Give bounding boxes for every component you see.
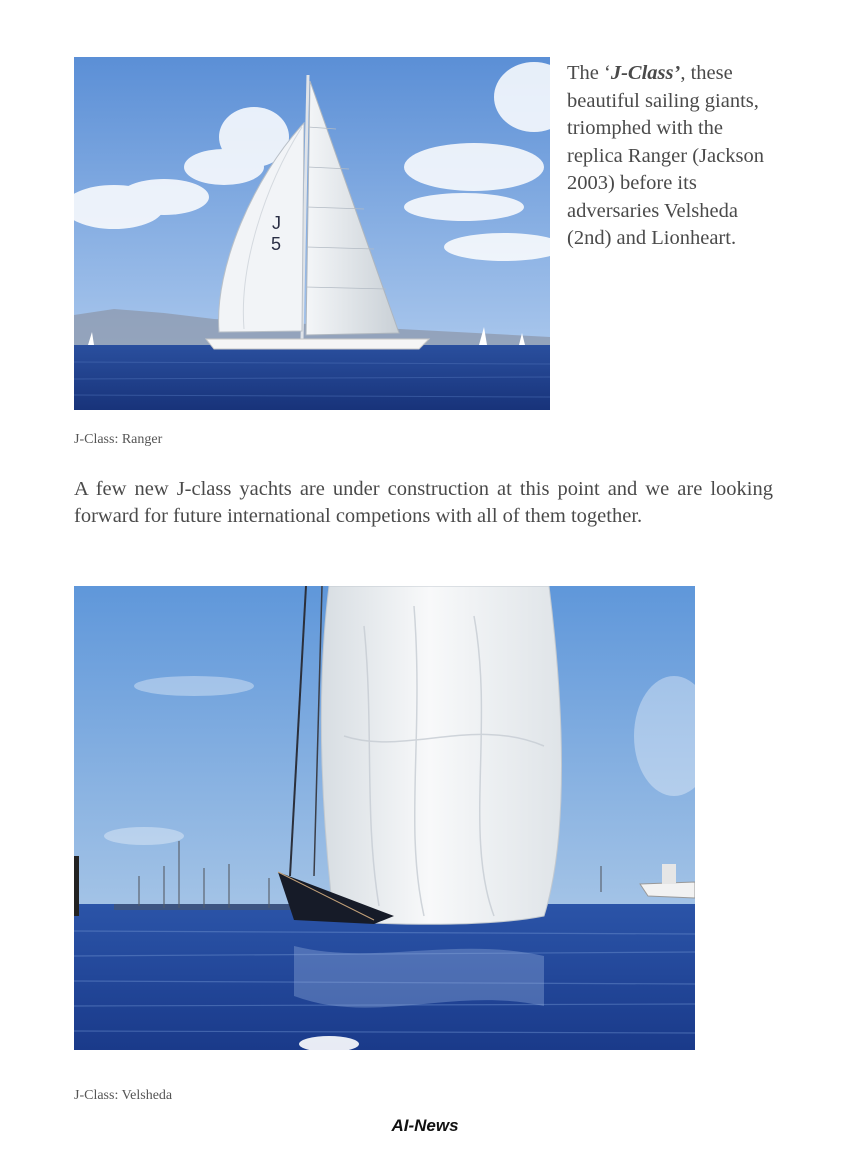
svg-text:5: 5 bbox=[271, 234, 282, 254]
intro-prefix: The bbox=[567, 62, 604, 84]
photo-ranger bbox=[74, 57, 550, 410]
caption-velsheda: J-Class: Velsheda bbox=[74, 1088, 173, 1103]
footer-label: AI-News bbox=[391, 1116, 459, 1135]
caption-ranger: J-Class: Ranger bbox=[74, 432, 163, 447]
intro-class-name: J-Class’ bbox=[610, 62, 681, 84]
intro-text bbox=[567, 60, 782, 253]
photo-velsheda bbox=[74, 586, 695, 1050]
ranger-image bbox=[74, 57, 550, 410]
velsheda-image bbox=[74, 586, 695, 1050]
sail-number: J bbox=[272, 213, 281, 233]
intro-open-quote: ‘ bbox=[604, 62, 611, 84]
intro-rest: , these beautiful sailing giants, triomphed with the replica Ranger (Jackson 2003) before its adversaries Velsheda (2nd) and Lionheart. bbox=[567, 62, 764, 249]
body-paragraph: A few new J-class yachts are under construction at this point and we are looking forward for future international competions with all of them together. bbox=[74, 478, 773, 527]
